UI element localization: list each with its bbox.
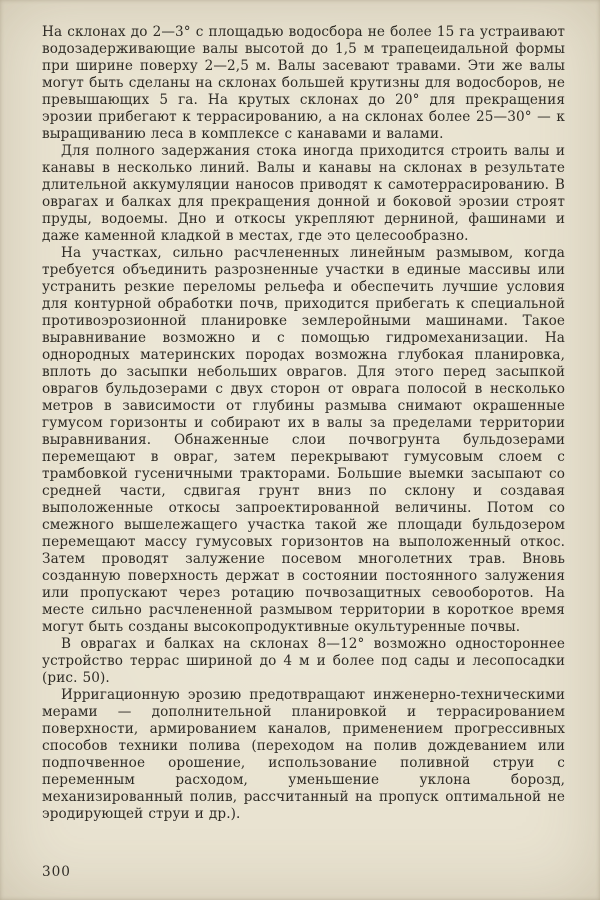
paragraph: Ирригационную эрозию предотвращают инженерно-техническими мерами — дополнительной планировкой и террасированием поверхности, армированием каналов, применением прогрессивных способов техники полива (переходом на полив дождеванием или подпочвенное орошение, использование поливной струи с переменным расходом, уменьшение уклона борозд, механизированный полив, рассчитанный на пропуск оптимальной не эродирующей струи и др.). [42,687,565,822]
paragraph: На склонах до 2—3° с площадью водосбора не более 15 га устраивают водозадерживающие валы высотой до 1,5 м трапецеидальной формы при ширине поверху 2—2,5 м. Валы засевают травами. Эти же валы могут быть сделаны на склонах большей крутизны для водосборов, не превышающих 5 га. На крутых склонах до 20° для прекращения эрозии прибегают к террасированию, а на склонах более 25—30° — к выращиванию леса в комплексе с канавами и валами. [42,24,565,142]
paragraph: Для полного задержания стока иногда приходится строить валы и канавы в несколько линий. Валы и канавы на склонах в результате длительной аккумуляции наносов приводят к самотеррасированию. В оврагах и балках для прекращения донной и боковой эрозии строят пруды, водоемы. Дно и откосы укрепляют дерниной, фашинами и даже каменной кладкой в местах, где это целесообразно. [42,143,565,244]
paragraph: На участках, сильно расчлененных линейным размывом, когда требуется объединить разрозненные участки в единые массивы или устранить резкие переломы рельефа и обеспечить лучшие условия для контурной обработки почв, приходится прибегать к специальной противоэрозионной планировке землеройными машинами. Такое выравнивание возможно и с помощью гидромеханизации. На однородных материнских породах возможна глубокая планировка, вплоть до засыпки небольших оврагов. Для этого перед засыпкой оврагов бульдозерами с двух сторон от оврага полосой в несколько метров в зависимости от глубины размыва снимают окрашенные гумусом горизонты и собирают их в валы за пределами территории выравнивания. Обнаженные слои почвогрунта бульдозерами перемещают в овраг, затем перекрывают гумусовым слоем с трамбовкой гусеничными тракторами. Большие выемки засыпают со средней части, сдвигая грунт вниз по склону и создавая выположенные откосы запроектированной величины. Потом со смежного вышележащего участка такой же площади бульдозером перемещают массу гумусовых горизонтов на выположенный откос. Затем проводят залужение посевом многолетних трав. Вновь созданную поверхность держат в состоянии постоянного залужения или пропускают через ротацию почвозащитных севооборотов. На месте сильно расчлененной размывом территории в короткое время могут быть созданы высокопродуктивные окультуренные почвы. [42,245,565,635]
paragraph: В оврагах и балках на склонах 8—12° возможно одностороннее устройство террас шириной до 4 м и более под сады и лесопосадки (рис. 50). [42,636,565,686]
body-text [42,24,565,823]
page-number: 300 [42,864,71,880]
